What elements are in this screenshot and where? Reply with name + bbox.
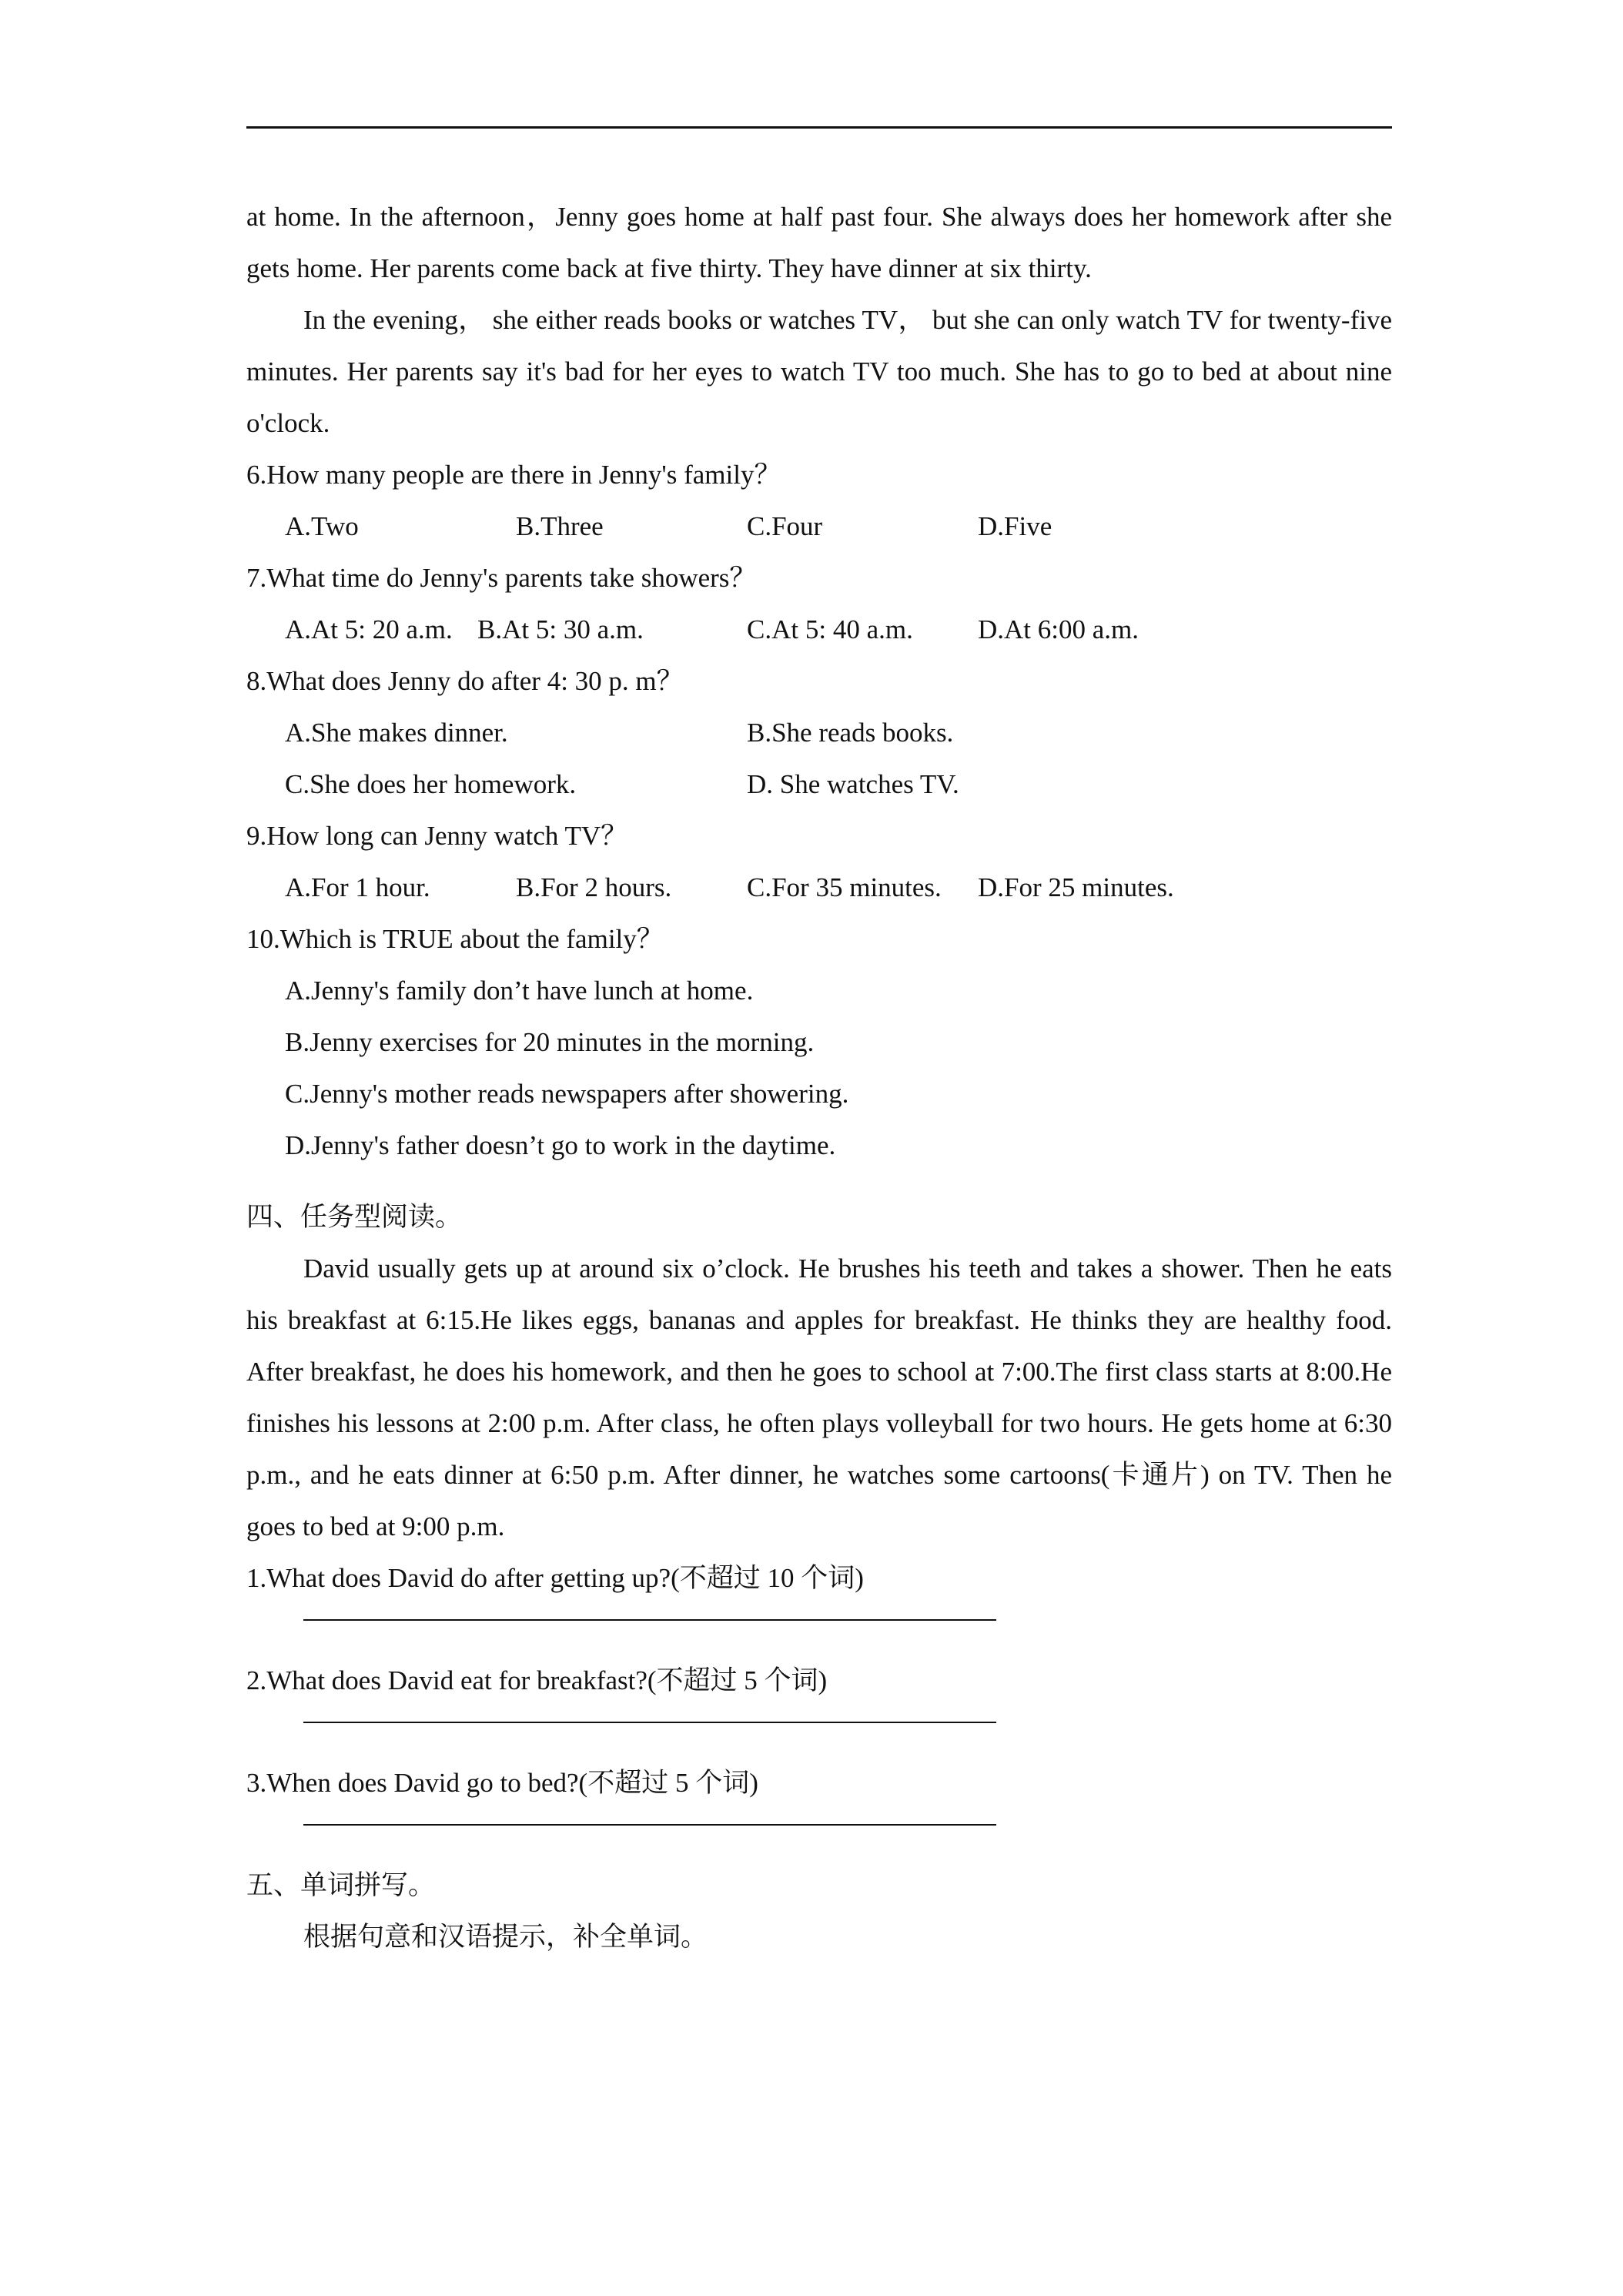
answer-blank-1[interactable] bbox=[303, 1619, 996, 1621]
option-b: B.Jenny exercises for 20 minutes in the morning. bbox=[285, 1027, 815, 1057]
option-d: D.At 6:00 a.m. bbox=[978, 614, 1139, 644]
question-8-options-row-1 bbox=[246, 707, 1392, 758]
option-a: A.Jenny's family don’t have lunch at home. bbox=[285, 976, 754, 1006]
option-a: A.She makes dinner. bbox=[285, 718, 508, 748]
section-5-instruction: 根据句意和汉语提示，补全单词。 bbox=[303, 1922, 708, 1952]
section-4-passage: David usually gets up at around six o’clock. He brushes his teeth and takes a shower. Then he eats his breakfast at 6:15.He likes eggs, bananas and apples for breakfast. He thinks they are healthy food. After breakfast, he does his homework, and then he goes to school at 7:00.The first class starts at 8:00.He finishes his lessons at 2:00 p.m. After class, he often plays volleyball for two hours. He gets home at 6:30 p.m., and he eats dinner at 6:50 p.m. After dinner, he watches some cartoons(卡通片) on TV. Then he goes to bed at 9:00 p.m. bbox=[246, 1253, 1392, 1541]
option-c: C.At 5: 40 a.m. bbox=[747, 614, 913, 644]
passage-paragraph-2: In the evening， she either reads books or watches TV， but she can only watch TV for twenty-five minutes. Her parents say it's bad for her eyes to watch TV too much. She has to go to bed at about nine o'clock. bbox=[246, 305, 1392, 438]
option-d: D.Jenny's father doesn’t go to work in the daytime. bbox=[285, 1130, 836, 1160]
option-d: D.Five bbox=[978, 511, 1052, 541]
question-10: 10.Which is TRUE about the family？ bbox=[246, 924, 664, 954]
option-b: B.She reads books. bbox=[747, 718, 954, 748]
option-a: A.For 1 hour. bbox=[285, 872, 430, 902]
option-a: A.Two bbox=[285, 511, 359, 541]
option-d: D.For 25 minutes. bbox=[978, 872, 1174, 902]
option-b: B.For 2 hours. bbox=[516, 872, 672, 902]
question-9: 9.How long can Jenny watch TV？ bbox=[246, 821, 628, 851]
option-d: D. She watches TV. bbox=[747, 769, 959, 799]
section-5-title: 五、单词拼写。 bbox=[246, 1870, 436, 1900]
document-page bbox=[246, 191, 1392, 1963]
question-6: 6.How many people are there in Jenny's family？ bbox=[246, 460, 781, 490]
question-7: 7.What time do Jenny's parents take showers？ bbox=[246, 563, 757, 593]
option-c: C.She does her homework. bbox=[285, 769, 577, 799]
question-9-options bbox=[246, 862, 1392, 913]
section-4-title: 四、任务型阅读。 bbox=[246, 1202, 463, 1232]
question-6-options bbox=[246, 500, 1392, 552]
option-a: A.At 5: 20 a.m. bbox=[285, 614, 453, 644]
option-b: B.Three bbox=[516, 511, 604, 541]
task-question-2: 2.What does David eat for breakfast?(不超过 5 个词) bbox=[246, 1665, 828, 1695]
question-7-options bbox=[246, 604, 1392, 655]
answer-blank-2[interactable] bbox=[303, 1722, 996, 1723]
section-gap bbox=[246, 1171, 1392, 1191]
option-c: C.Jenny's mother reads newspapers after showering. bbox=[285, 1079, 849, 1109]
option-b: B.At 5: 30 a.m. bbox=[477, 614, 644, 644]
task-question-3: 3.When does David go to bed?(不超过 5 个词) bbox=[246, 1768, 758, 1798]
header-rule bbox=[246, 126, 1392, 129]
option-c: C.Four bbox=[747, 511, 823, 541]
question-8-options-row-2 bbox=[246, 758, 1392, 810]
task-question-1: 1.What does David do after getting up?(不超过 10 个词) bbox=[246, 1563, 864, 1593]
passage-paragraph-1: at home. In the afternoon，Jenny goes home at half past four. She always does her homework after she gets home. Her parents come back at five thirty. They have dinner at six thirty. bbox=[246, 202, 1392, 283]
option-c: C.For 35 minutes. bbox=[747, 872, 942, 902]
question-8: 8.What does Jenny do after 4: 30 p. m？ bbox=[246, 666, 684, 696]
answer-blank-3[interactable] bbox=[303, 1824, 996, 1826]
